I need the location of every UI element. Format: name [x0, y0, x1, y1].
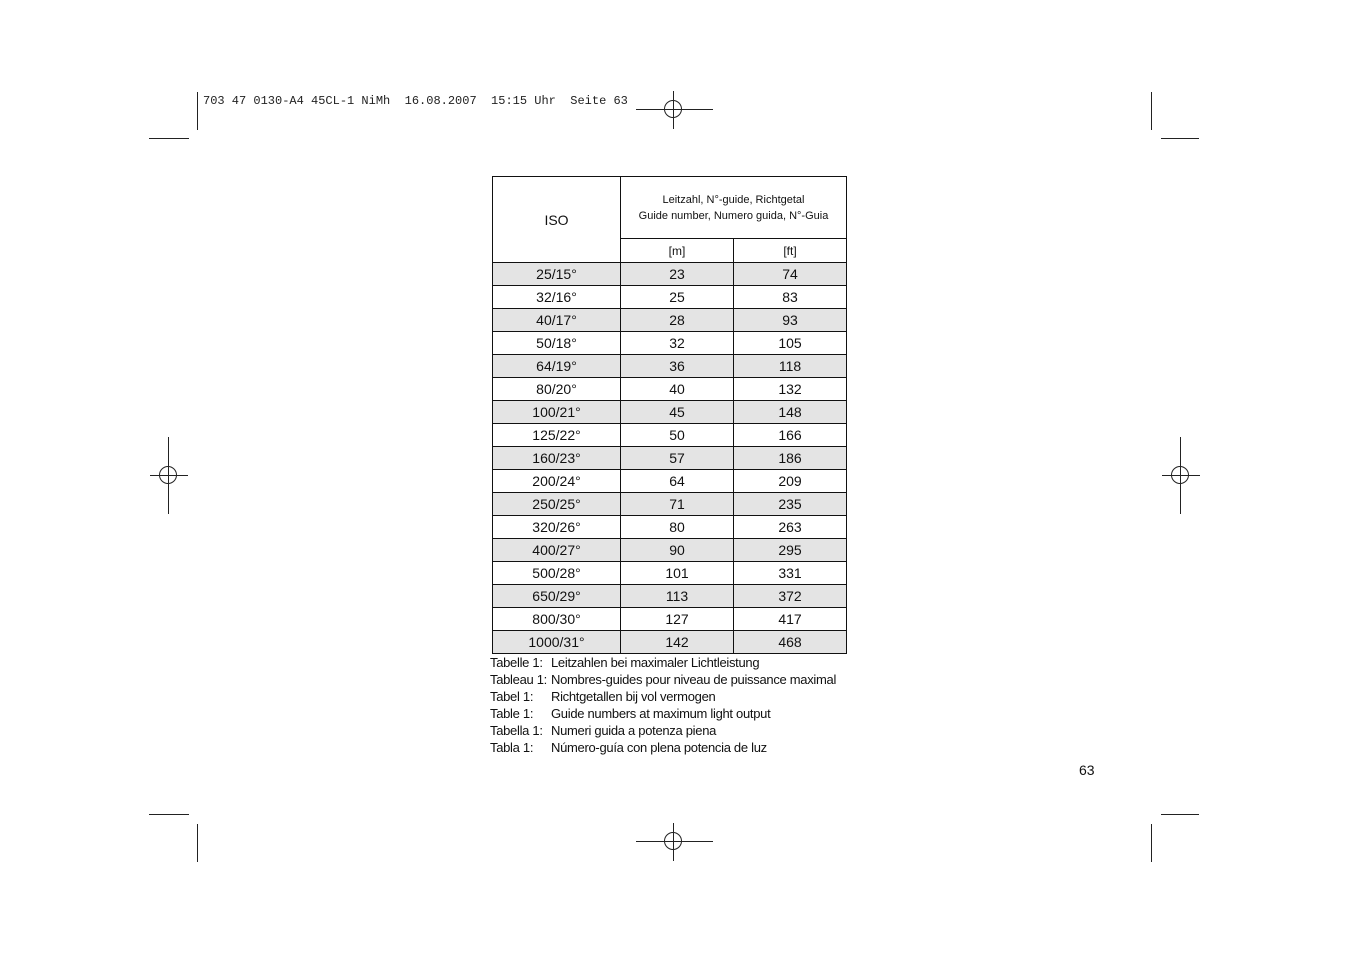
caption-line: [490, 688, 836, 705]
cell-ft: 295: [733, 539, 846, 562]
guide-header-line1: Leitzahl, N°-guide, Richtgetal: [662, 193, 805, 206]
cell-ft: 118: [733, 355, 846, 378]
caption-text: Richtgetallen bij vol vermogen: [551, 689, 716, 704]
caption-label: Table 1:: [490, 706, 534, 721]
table-row: [493, 493, 847, 516]
cell-iso: 320/26°: [493, 516, 621, 539]
cell-m: 32: [621, 332, 734, 355]
unit-ft-header: [ft]: [733, 239, 846, 263]
caption-label: Tabella 1:: [490, 723, 543, 738]
cell-m: 28: [621, 309, 734, 332]
table-row: [493, 539, 847, 562]
cell-ft: 132: [733, 378, 846, 401]
cell-ft: 235: [733, 493, 846, 516]
cell-m: 25: [621, 286, 734, 309]
caption-text: Leitzahlen bei maximaler Lichtleistung: [551, 655, 760, 670]
cell-ft: 263: [733, 516, 846, 539]
table-row: [493, 424, 847, 447]
registration-mark-left: [150, 457, 188, 495]
cell-ft: 74: [733, 263, 846, 286]
cell-iso: 100/21°: [493, 401, 621, 424]
caption-line: [490, 722, 836, 739]
cell-m: 113: [621, 585, 734, 608]
table-row: [493, 378, 847, 401]
crop-mark-tl-v: [197, 92, 198, 130]
table-row: [493, 286, 847, 309]
cell-m: 90: [621, 539, 734, 562]
cell-m: 50: [621, 424, 734, 447]
cell-iso: 200/24°: [493, 470, 621, 493]
table-row: [493, 585, 847, 608]
cell-iso: 1000/31°: [493, 631, 621, 654]
cell-m: 127: [621, 608, 734, 631]
table-row: [493, 355, 847, 378]
table-row: [493, 631, 847, 654]
table-row: [493, 608, 847, 631]
cell-iso: 80/20°: [493, 378, 621, 401]
table-row: [493, 562, 847, 585]
table-row: [493, 263, 847, 286]
cell-ft: 105: [733, 332, 846, 355]
cell-m: 40: [621, 378, 734, 401]
crop-mark-tl-h: [149, 138, 189, 139]
caption-line: [490, 705, 836, 722]
cell-iso: 64/19°: [493, 355, 621, 378]
iso-header: ISO: [493, 177, 621, 263]
cell-iso: 800/30°: [493, 608, 621, 631]
caption-label: Tabelle 1:: [490, 655, 543, 670]
table-row: [493, 401, 847, 424]
caption-line: [490, 739, 836, 756]
cell-iso: 32/16°: [493, 286, 621, 309]
cell-iso: 125/22°: [493, 424, 621, 447]
guide-header-line2: Guide number, Numero guida, N°-Guia: [638, 209, 829, 222]
cell-iso: 400/27°: [493, 539, 621, 562]
cell-ft: 372: [733, 585, 846, 608]
table-caption: [490, 654, 836, 756]
cell-m: 101: [621, 562, 734, 585]
caption-label: Tableau 1:: [490, 672, 547, 687]
cell-ft: 148: [733, 401, 846, 424]
cell-iso: 25/15°: [493, 263, 621, 286]
page-number: 63: [1079, 762, 1095, 778]
table-row: [493, 447, 847, 470]
cell-ft: 468: [733, 631, 846, 654]
cell-ft: 166: [733, 424, 846, 447]
cell-m: 23: [621, 263, 734, 286]
cell-iso: 500/28°: [493, 562, 621, 585]
caption-text: Numeri guida a potenza piena: [551, 723, 717, 738]
table-row: [493, 516, 847, 539]
cell-ft: 93: [733, 309, 846, 332]
caption-text: Nombres-guides pour niveau de puissance maximal: [551, 672, 837, 687]
caption-line: [490, 671, 836, 688]
cell-iso: 40/17°: [493, 309, 621, 332]
cell-m: 36: [621, 355, 734, 378]
unit-m-header: [m]: [621, 239, 734, 263]
cell-iso: 50/18°: [493, 332, 621, 355]
registration-mark-right: [1162, 457, 1200, 495]
caption-line: [490, 654, 836, 671]
cell-m: 80: [621, 516, 734, 539]
cell-ft: 83: [733, 286, 846, 309]
table-row: [493, 332, 847, 355]
cell-ft: 331: [733, 562, 846, 585]
table-row: [493, 470, 847, 493]
caption-label: Tabel 1:: [490, 689, 534, 704]
caption-label: Tabla 1:: [490, 740, 534, 755]
caption-text: Guide numbers at maximum light output: [551, 706, 771, 721]
guide-number-table: [492, 176, 847, 654]
cell-iso: 650/29°: [493, 585, 621, 608]
caption-text: Número-guía con plena potencia de luz: [551, 740, 767, 755]
cell-ft: 209: [733, 470, 846, 493]
cell-m: 57: [621, 447, 734, 470]
registration-mark-bottom: [655, 823, 693, 861]
crop-mark-tr-h: [1161, 138, 1199, 139]
cell-ft: 186: [733, 447, 846, 470]
crop-mark-br-h: [1161, 814, 1199, 815]
crop-mark-bl-v: [197, 824, 198, 862]
crop-mark-bl-h: [149, 814, 189, 815]
cell-iso: 250/25°: [493, 493, 621, 516]
cell-ft: 417: [733, 608, 846, 631]
cell-m: 64: [621, 470, 734, 493]
crop-mark-tr-v: [1151, 92, 1152, 130]
registration-mark-top: [655, 91, 693, 129]
print-header: 703 47 0130-A4 45CL-1 NiMh 16.08.2007 15:15 Uhr Seite 63: [203, 94, 628, 108]
table-row: [493, 309, 847, 332]
cell-m: 71: [621, 493, 734, 516]
cell-m: 45: [621, 401, 734, 424]
cell-m: 142: [621, 631, 734, 654]
guide-number-header: [621, 177, 847, 239]
crop-mark-br-v: [1151, 824, 1152, 862]
cell-iso: 160/23°: [493, 447, 621, 470]
